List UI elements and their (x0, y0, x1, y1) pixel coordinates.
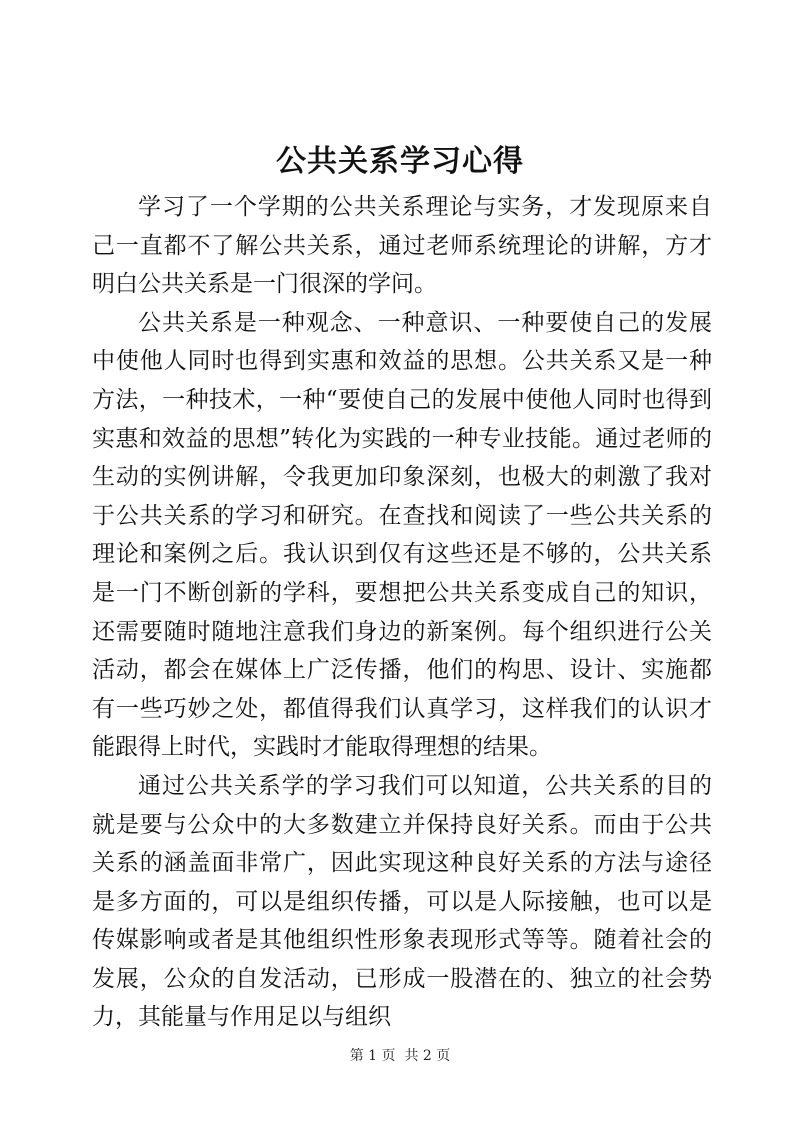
paragraph-1: 学习了一个学期的公共关系理论与实务，才发现原来自己一直都不了解公共关系，通过老师系统理论的讲解，方才明白公共关系是一门很深的学问。 (92, 194, 712, 298)
paragraph-2: 公共关系是一种观念、一种意识、一种要使自己的发展中使他人同时也得到实惠和效益的思想。公共关系又是一种方法，一种技术，一种“要使自己的发展中使他人同时也得到实惠和效益的思想”转化为实践的一种专业技能。通过老师的生动的实例讲解，令我更加印象深刻，也极大的刺激了我对于公共关系的学习和研究。在查找和阅读了一些公共关系的理论和案例之后。我认识到仅有这些还是不够的，公共关系是一门不断创新的学科，要想把公共关系变成自己的知识，还需要随时随地注意我们身边的新案例。每个组织进行公关活动，都会在媒体上广泛传播，他们的构思、设计、实施都有一些巧妙之处，都值得我们认真学习，这样我们的认识才能跟得上时代，实践时才能取得理想的结果。 (92, 309, 712, 761)
page-footer (0, 1046, 800, 1066)
page-number-label: 第 1 页 共 2 页 (349, 1048, 451, 1064)
document-title: 公共关系学习心得 (276, 144, 524, 179)
paragraph-3: 通过公共关系学的学习我们可以知道，公共关系的目的就是要与公众中的大多数建立并保持良好关系。而由于公共关系的涵盖面非常广，因此实现这种良好关系的方法与途径是多方面的，可以是组织传播，可以是人际接触，也可以是传媒影响或者是其他组织性形象表现形式等等。随着社会的发展，公众的自发活动，已形成一股潜在的、独立的社会势力，其能量与作用足以与组织 (92, 772, 712, 1031)
document-body (92, 188, 712, 1037)
